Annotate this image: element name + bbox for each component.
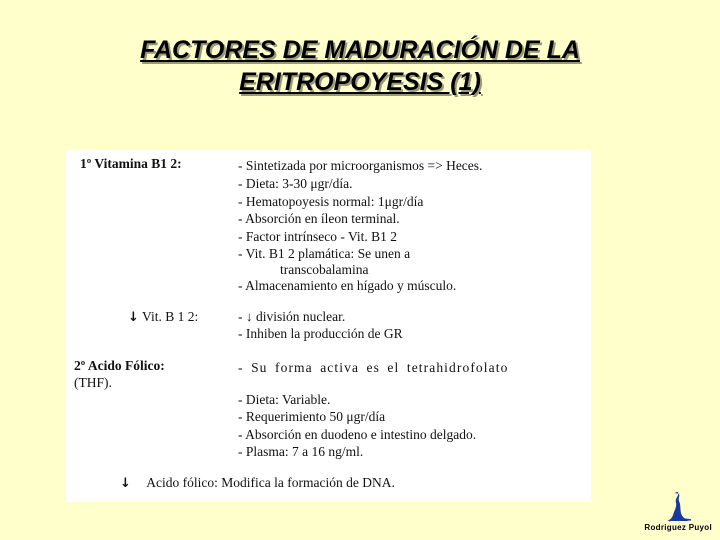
vitb12-item-3: - Hematopoyesis normal: 1μgr/día <box>238 194 424 209</box>
folico-item-1: - Dieta: Variable. <box>238 392 331 407</box>
folico-item-2: - Requerimiento 50 μgr/día <box>238 409 386 424</box>
title-line-2: ERITROPOYESIS (1) <box>239 68 481 96</box>
title-line-1: FACTORES DE MADURACIÓN DE LA <box>140 36 580 64</box>
folico-item-3: - Absorción en duodeno e intestino delgado. <box>238 427 477 442</box>
folico-lead: - Su forma activa es el tetrahidrofolato <box>238 360 509 375</box>
vitb12-item-1: - Sintetizada por microorganismos => Heces. <box>238 158 483 173</box>
scanned-document <box>66 150 591 502</box>
deficit-folico-row <box>120 475 395 492</box>
stylized-figure-logo-icon <box>661 489 695 523</box>
vitb12-item-6: - Vit. B1 2 plamática: Se unen a <box>238 246 411 261</box>
down-arrow-icon: ↓ <box>128 310 139 325</box>
vitb12-item-5: - Factor intrínseco - Vit. B1 2 <box>238 229 398 244</box>
deficit-b12-label: Vit. B 1 2: <box>142 309 199 324</box>
deficit-b12-label-row <box>128 309 198 326</box>
footer-author: Rodriguez Puyol <box>644 523 712 532</box>
vitb12-item-7: transcobalamina <box>280 262 369 277</box>
deficit-folico-text: Acido fólico: Modifica la formación de DNA. <box>146 475 395 490</box>
footer-signature <box>644 489 712 532</box>
vitb12-item-4: - Absorción en íleon terminal. <box>238 211 400 226</box>
deficit-b12-item-2: - Inhiben la producción de GR <box>238 326 403 341</box>
vitb12-item-2: - Dieta: 3-30 μgr/día. <box>238 176 353 191</box>
vitb12-heading: 1º Vitamina B1 2: <box>80 156 182 171</box>
down-arrow-icon: ↓ <box>120 476 131 491</box>
vitb12-item-8: - Almacenamiento en hígado y músculo. <box>238 278 457 293</box>
folico-heading: 2º Acido Fólico: <box>74 358 165 373</box>
folico-item-4: - Plasma: 7 a 16 ng/ml. <box>238 444 364 459</box>
folico-heading-sub: (THF). <box>74 375 112 390</box>
deficit-b12-item-1: - ↓ división nuclear. <box>238 309 346 324</box>
slide-title <box>0 34 720 98</box>
